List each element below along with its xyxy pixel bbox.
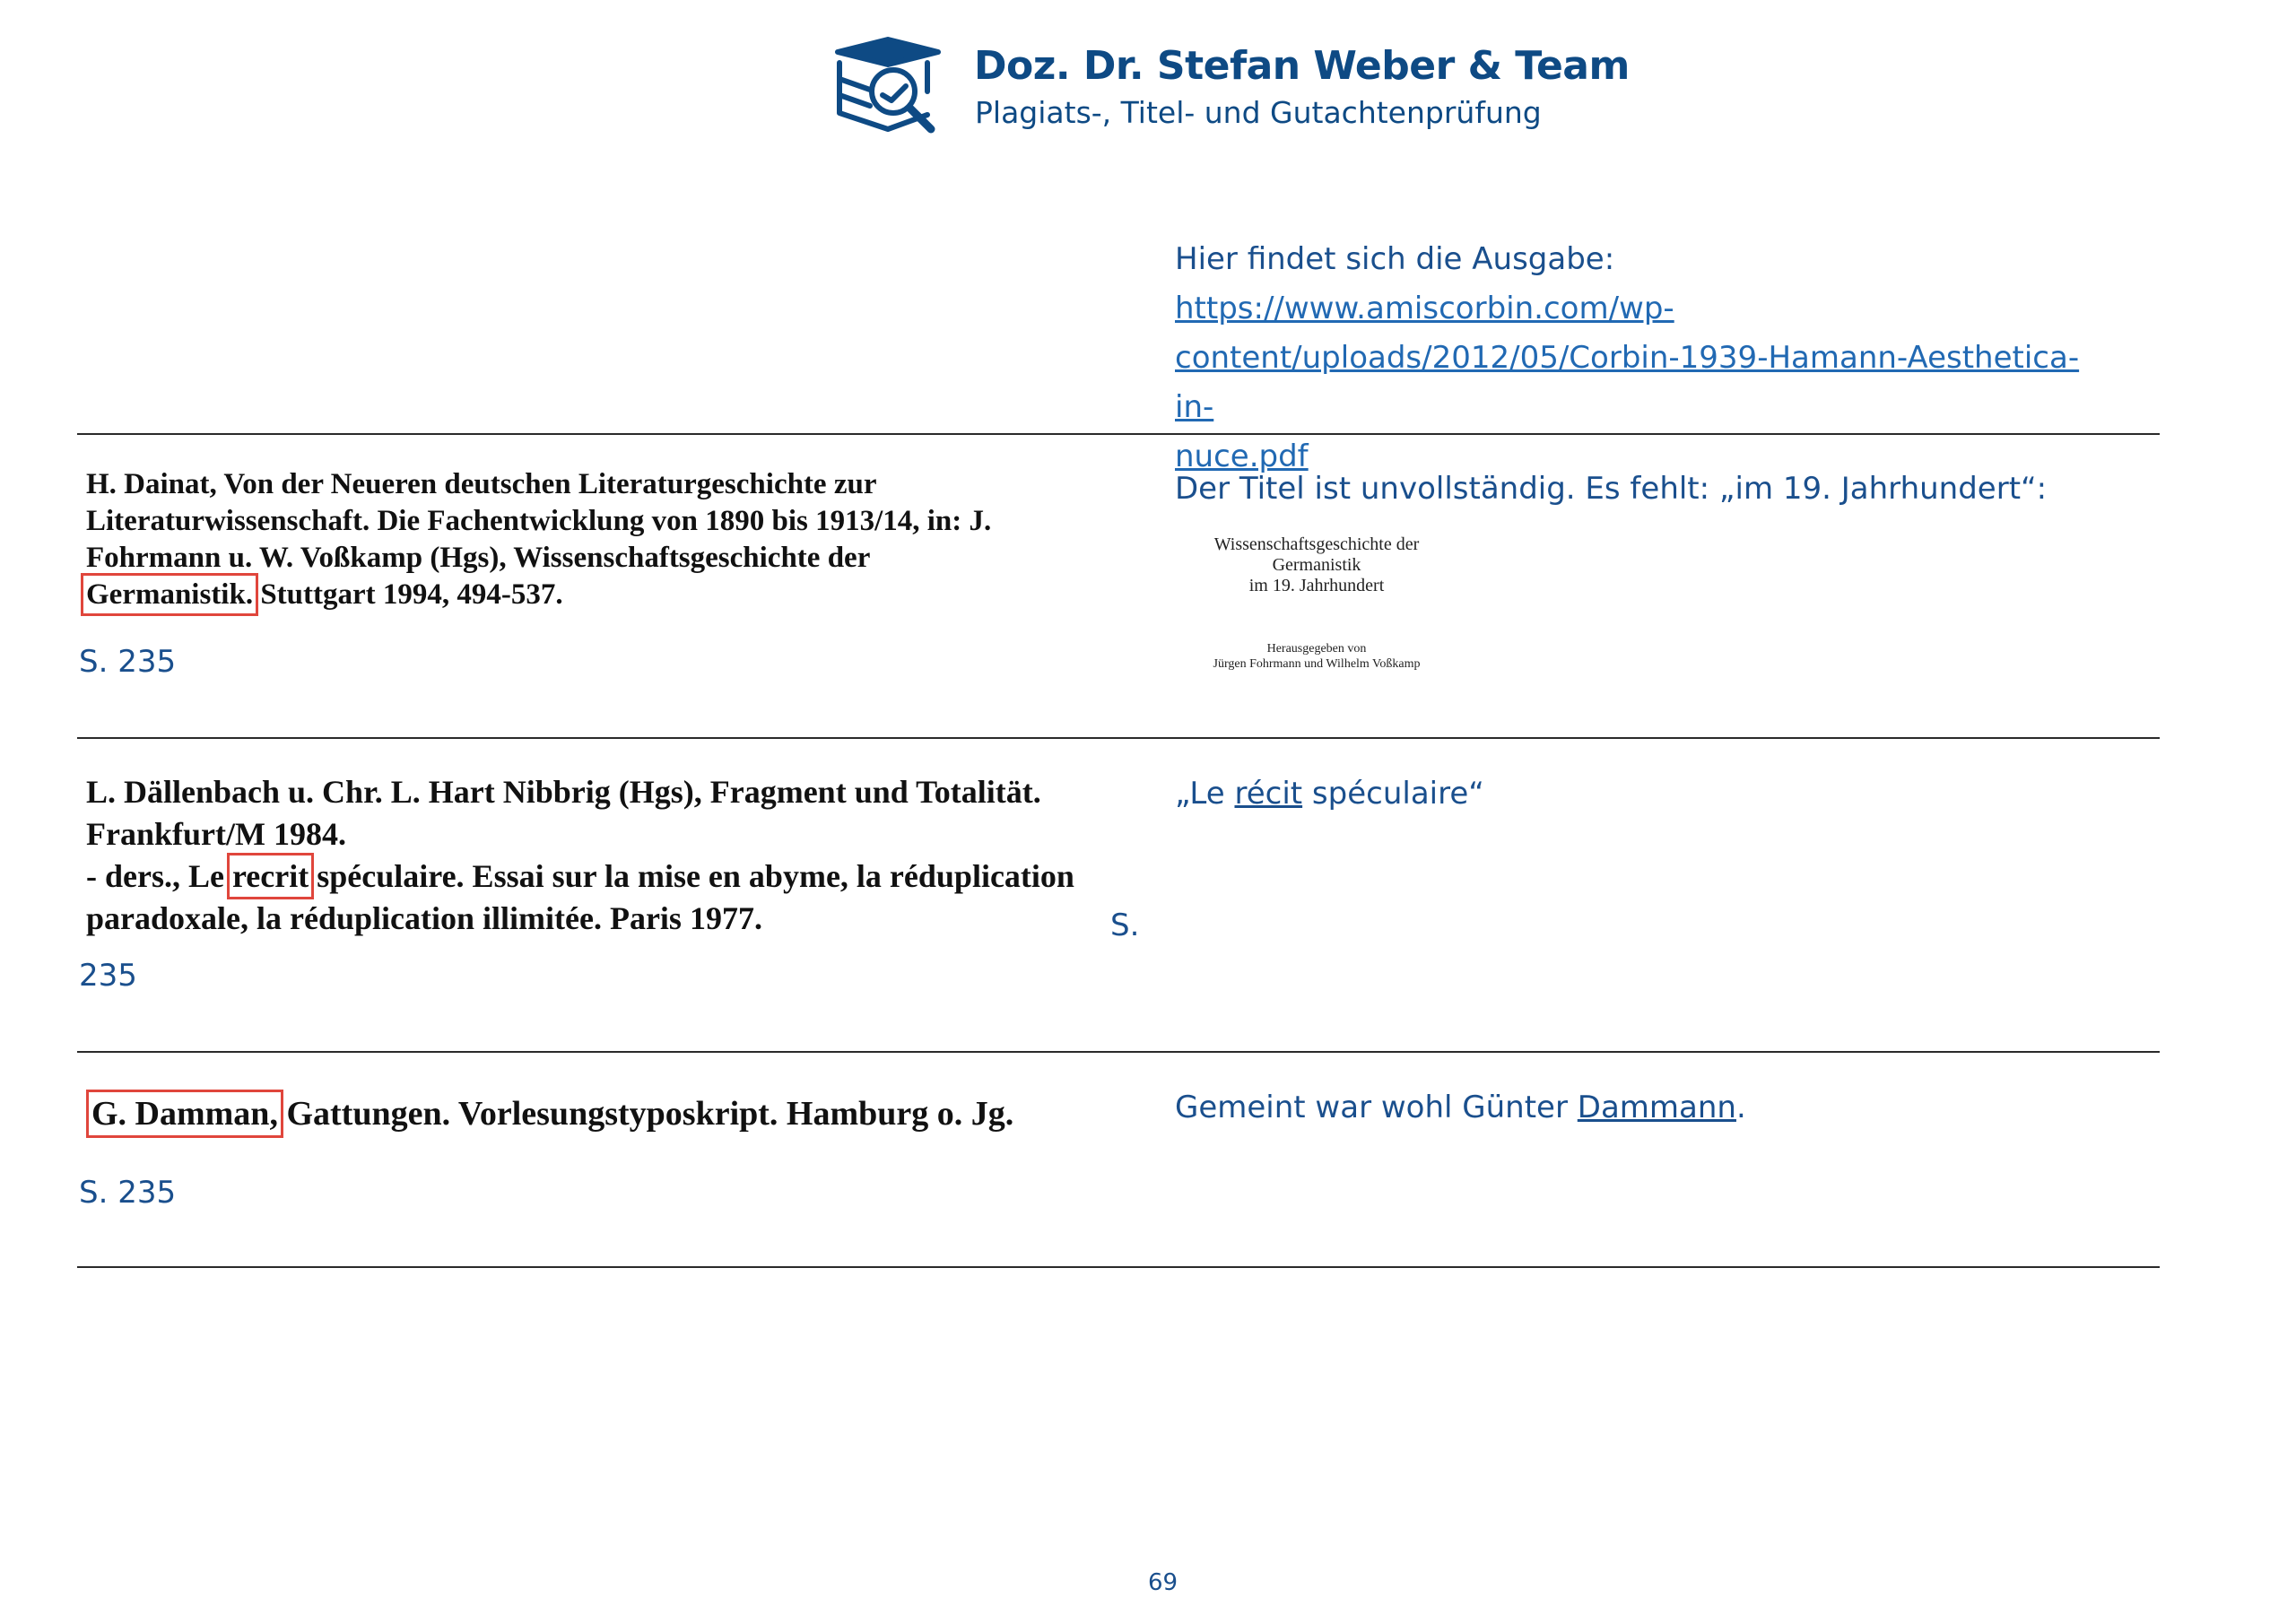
brand-subtitle: Plagiats-, Titel- und Gutachtenprüfung bbox=[975, 95, 1542, 130]
highlighted-word: recrit bbox=[231, 858, 309, 894]
citation-daellenbach bbox=[86, 771, 1074, 940]
edition-link-line1[interactable]: https://www.amiscorbin.com/wp- bbox=[1175, 291, 1674, 326]
citation-rest: Stuttgart 1994, 494-537. bbox=[253, 578, 563, 611]
edition-link-line3[interactable]: nuce.pdf bbox=[1175, 439, 1309, 474]
note-part: Gemeint war wohl Günter bbox=[1175, 1090, 1578, 1125]
divider bbox=[77, 433, 2160, 435]
highlighted-word: G. Damman, bbox=[91, 1095, 278, 1133]
correction-note bbox=[1175, 769, 1484, 819]
author-note bbox=[1175, 1083, 1746, 1133]
citation-rest: Gattungen. Vorlesungstyposkript. Hamburg o. Jg. bbox=[277, 1095, 1014, 1133]
highlighted-word: Germanistik. bbox=[86, 578, 254, 611]
book-magnifier-icon bbox=[834, 36, 947, 136]
divider bbox=[77, 1051, 2160, 1053]
edition-note-prefix: Hier findet sich die Ausgabe: bbox=[1175, 241, 1615, 277]
citation-line: paradoxale, la réduplication illimitée. Paris 1977. bbox=[86, 900, 762, 936]
citation-line: Literaturwissenschaft. Die Fachentwicklung von 1890 bis 1913/14, in: J. bbox=[86, 505, 992, 537]
citation-line: L. Dällenbach u. Chr. L. Hart Nibbrig (Hgs), Fragment und Totalität. bbox=[86, 774, 1041, 810]
page-reference-number: 235 bbox=[79, 958, 137, 994]
page-reference: S. 235 bbox=[79, 644, 177, 680]
excerpt-line: im 19. Jahrhundert bbox=[1248, 576, 1385, 595]
edition-note bbox=[1175, 235, 2117, 482]
page-number: 69 bbox=[1148, 1569, 1178, 1596]
excerpt-line: Herausgegeben von bbox=[1266, 642, 1367, 656]
citation-line: Frankfurt/M 1984. bbox=[86, 816, 346, 852]
note-part: . bbox=[1735, 1090, 1746, 1125]
note-part: spéculaire“ bbox=[1302, 776, 1484, 812]
brand-title: Doz. Dr. Stefan Weber & Team bbox=[974, 43, 1630, 89]
citation-line: Fohrmann u. W. Voßkamp (Hgs), Wissenschaftsgeschichte der bbox=[86, 542, 871, 574]
title-incomplete-note: Der Titel ist unvollständig. Es fehlt: „im 19. Jahrhundert“: bbox=[1175, 471, 2048, 507]
divider bbox=[77, 1266, 2160, 1268]
divider bbox=[77, 737, 2160, 739]
edition-link-line2[interactable]: content/uploads/2012/05/Corbin-1939-Hamann-Aesthetica-in- bbox=[1175, 340, 2080, 425]
citation-line-part: spéculaire. Essai sur la mise en abyme, la réduplication bbox=[309, 858, 1074, 894]
citation-damman bbox=[91, 1092, 1013, 1135]
title-page-excerpt bbox=[1182, 534, 1451, 672]
page-reference-prefix: S. bbox=[1110, 908, 1140, 943]
note-part: „Le bbox=[1175, 776, 1235, 812]
page-reference: S. 235 bbox=[79, 1175, 177, 1211]
citation-line-part: - ders., Le bbox=[86, 858, 232, 894]
excerpt-line: Germanistik bbox=[1272, 555, 1361, 575]
excerpt-line: Wissenschaftsgeschichte der bbox=[1213, 534, 1420, 554]
corrected-name: Dammann bbox=[1577, 1090, 1736, 1125]
citation-dainat bbox=[86, 466, 991, 613]
corrected-word: récit bbox=[1234, 776, 1303, 812]
excerpt-line: Jürgen Fohrmann und Wilhelm Voßkamp bbox=[1213, 657, 1421, 671]
citation-line: H. Dainat, Von der Neueren deutschen Literaturgeschichte zur bbox=[86, 468, 877, 500]
